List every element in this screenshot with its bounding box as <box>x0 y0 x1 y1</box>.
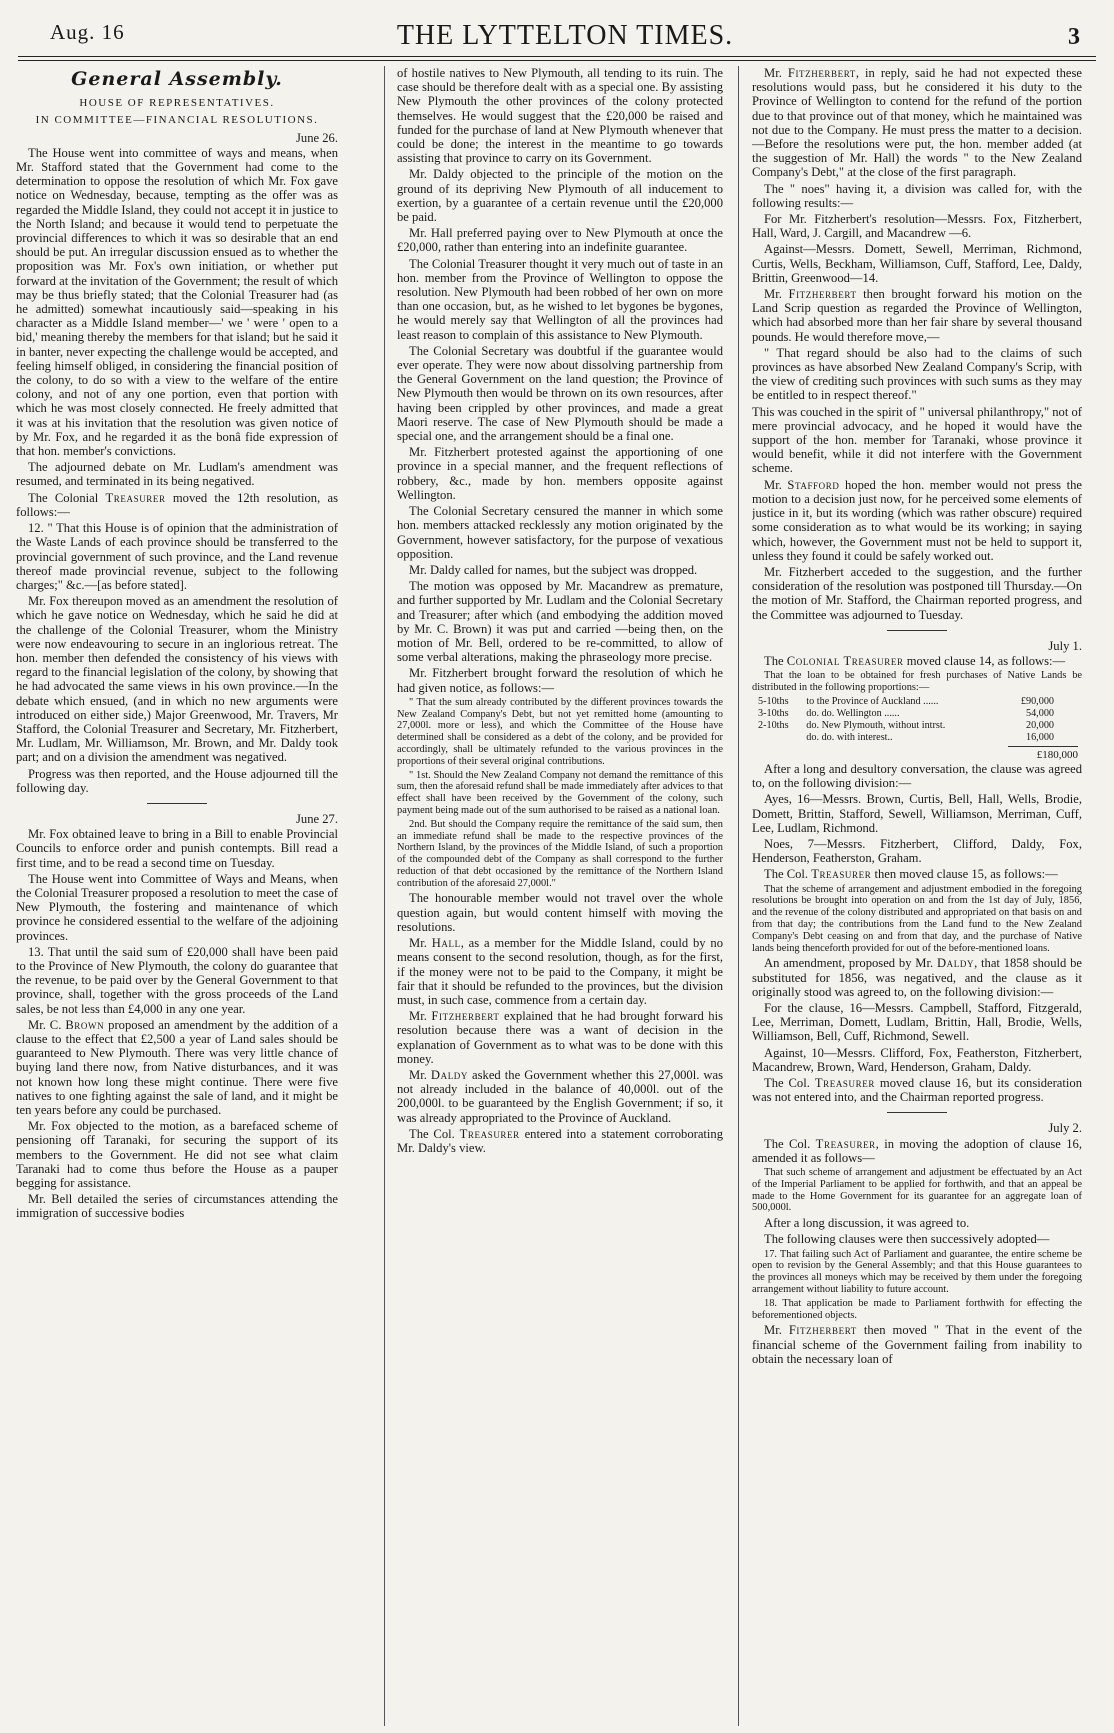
paragraph: The " noes" having it, a division was called for, with the following results:— <box>752 181 1082 210</box>
text: Mr. <box>409 1067 431 1082</box>
text: hoped the hon. member would not press the motion to a decision just now, for he perceived some elements of justice in it, but its wording (which was rather obscure) required some consideration as to what would be its working; in saying which, however, the Government must not be held to support it, unless they found it could be safely worked out. <box>752 477 1082 563</box>
name-smallcaps: Hall <box>431 936 461 951</box>
clause-text: 17. That failing such Act of Parliament and guarantee, the entire scheme be open to revision by the General Assembly; and that this House guarantees to the provinces all moneys which may be received by them under the foregoing arrangement without liability to future account. <box>752 1248 1082 1295</box>
paragraph <box>16 1018 338 1117</box>
text: The Col. <box>764 867 812 882</box>
section-heading: General Assembly. <box>71 68 283 90</box>
resolution-quote: " 1st. Should the New Zealand Company not demand the remittance of this sum, then the aforesaid refund shall be made immediately after advices to that effect shall have been received by the Government of the colony, such payment being made out of the sum authorised to be raised as a national loan. <box>397 769 723 816</box>
paragraph <box>752 478 1082 563</box>
text: then moved " That in the event of the financial scheme of the Government failing from inability to obtain the necessary loan of <box>752 1323 1082 1366</box>
paragraph: After a long and desultory conversation, the clause was agreed to, on the following division:— <box>752 761 1082 791</box>
masthead <box>50 20 1080 52</box>
paragraph <box>397 936 723 1007</box>
text: moved the 12th resolution, as follows:— <box>16 490 338 519</box>
paragraph: The honourable member would not travel over the whole question again, but would content himself with moving the resolutions. <box>397 891 723 934</box>
paragraph <box>752 287 1082 344</box>
text: Mr. <box>764 66 788 80</box>
paragraph: The Colonial Secretary was doubtful if the guarantee would ever operate. They were now about dissolving partnership from the General Government on the land question; the Province of New Plymouth then would be thrown on its own resources, after having been crippled by other provinces, and made a great Maori reserve. The case of New Plymouth should be made a special one, and the arrangement should be a final one. <box>397 343 723 444</box>
loan-frac: 3-10ths <box>758 707 789 719</box>
dateline: July 2. <box>1048 1121 1082 1136</box>
paragraph: The adjourned debate on Mr. Ludlam's amendment was resumed, and terminated in its being negatived. <box>16 460 338 489</box>
paragraph: The Colonial Treasurer thought it very much out of taste in an hon. member from the Province of Wellington to oppose the resolution. New Plymouth had been robbed of her own on more than one occasion, but, as he wished to let bygones be bygones, he would merely say that Wellington of all the provinces had least reason to complain of this assistance to New Plymouth. <box>397 256 723 342</box>
text: Mr. <box>764 477 788 492</box>
name-smallcaps: Daldy <box>936 956 975 971</box>
text: then brought forward his motion on the Land Scrip question as regarded the Province of Wellington, which had absorbed more than her fair share by several thousand pounds. He would therefore move,— <box>752 287 1082 344</box>
paragraph: Mr. Hall preferred paying over to New Plymouth at once the £20,000, rather than entering into an indefinite guarantee. <box>397 226 723 255</box>
paragraph: Against—Messrs. Domett, Sewell, Merriman, Richmond, Curtis, Wells, Beckham, Williamson, Cuff, Stafford, Lee, Daldy, Brittin, Greenwood—14. <box>752 242 1082 285</box>
name-smallcaps: Treasurer <box>105 490 166 505</box>
loan-row <box>756 708 1056 720</box>
text: Mr. <box>764 287 789 302</box>
paragraph: Mr. Fox thereupon moved as an amendment the resolution of which he gave notice on Wednesday, which he said he did at the challenge of the Colonial Treasurer, whom the Ministry were now endeavouring to secure in an inglorious retreat. The hon. member then defended the consistency of his views with regard to the financial legislation of the colony, by showing that he had advocated the same views in his own province.—In the debate which ensued, (and in which no new arguments were introduced on either side,) Major Greenwood, Mr. Travers, Mr Stafford, the Colonial Treasurer and Secretary, Mr. Fitzherbert, Mr. Ludlam, Mr. Williamson, Mr. Brown, and Mr. Daldy took part; and on a division the amendment was negatived. <box>16 594 338 765</box>
loan-amt: 20,000 <box>1025 719 1054 731</box>
loan-desc: do. New Plymouth, without intrst. <box>806 719 946 731</box>
paragraph: Progress was then reported, and the House adjourned till the following day. <box>16 766 338 795</box>
loan-desc: do. do. Wellington ...... <box>806 707 900 719</box>
text: The Colonial <box>28 490 106 505</box>
loan-amt: 16,000 <box>1025 731 1054 743</box>
text: , in reply, said he had not expected these resolutions would pass, but he considered it his duty to the Province of Wellington to contend for the refund of the portion due to that province out of that money, which he maintained was not due to the Company. He must press the matter to a decision.—Before the resolutions were put, the hon. member added (at the suggestion of Mr. Hall) the words " to the New Zealand Company's Debt," at the close of the first paragraph. <box>752 66 1082 180</box>
text: , as a member for the Middle Island, could by no means consent to the second resolution, though, as for the first, if the money were not to be paid to the Company, it might be fair that it should be refunded to the provinces, but the division must, in such case, commence from a certain day. <box>397 936 723 1007</box>
column-divider <box>738 66 739 1726</box>
name-smallcaps: Daldy <box>430 1067 468 1082</box>
loan-amt: 54,000 <box>1025 707 1054 719</box>
resolution-text: 13. That until the said sum of £20,000 shall have been paid to the Province of New Plymouth, the colony do guarantee that the revenue, to be paid over by the General Government to that province, shall, together with the gross proceeds of the Land sales, be not less than £4,000 in any one year. <box>16 944 338 1016</box>
name-smallcaps: Treasurer <box>815 1136 876 1151</box>
loan-desc: to the Province of Auckland ...... <box>806 695 939 707</box>
committee-subheading: IN COMMITTEE—FINANCIAL RESOLUTIONS. <box>35 114 319 127</box>
paragraph: Mr. Bell detailed the series of circumstances attending the immigration of successive bodies <box>16 1192 338 1221</box>
issue-date: Aug. 16 <box>50 20 125 44</box>
name-smallcaps: Brown <box>65 1017 105 1032</box>
loan-desc: do. do. with interest.. <box>806 731 893 743</box>
house-subheading: HOUSE OF REPRESENTATIVES. <box>79 97 275 110</box>
paragraph: This was couched in the spirit of " universal philanthropy," not of mere provincial advocacy, and he hoped it would have the support of the hon. member for Taranaki, whose province it would benefit, while it did not interfere with the Government scheme. <box>752 404 1082 476</box>
loan-frac: 5-10ths <box>758 695 789 707</box>
resolution-quote: " That the sum already contributed by the different provinces towards the New Zealand Company's Debt, but not yet remitted home (amounting to 27,000l. more or less), and which the Committee of the House have determined shall be considered as a debt of the colony, and be provided for accordingly, shall be ultimately refunded to the various provinces in the proportions of their several original contributions. <box>397 696 723 767</box>
text: explained that he had brought forward his resolution because there was a want of decision in the explanation of Government as to what was to be done with this money. <box>397 1009 723 1066</box>
resolution-quote: 2nd. But should the Company require the remittance of the said sum, then an immediate refund shall be made to the respective provinces of the Northern Island, by the provinces of the Middle Island, of such a proportion of the compounded debt of the Company as shall correspond to the further reduction of that debt occasioned by the remittance of the Northern Island contribution of the aforesaid 27,000l." <box>397 818 723 889</box>
clause-text: That such scheme of arrangement and adjustment be effectuated by an Act of the Imperial Parliament to be applied for forthwith, and that an appeal be made to the Home Government for its guarantee for an aggregate loan of 500,000l. <box>752 1166 1082 1214</box>
loan-amt: £90,000 <box>1020 695 1054 707</box>
text: The Col. <box>764 1075 815 1090</box>
loan-table <box>756 696 1056 744</box>
paragraph: The following clauses were then successively adopted— <box>764 1232 1050 1247</box>
column-1 <box>16 66 338 1726</box>
text: Mr. <box>409 936 432 951</box>
paragraph: Mr. Fitzherbert protested against the apportioning of one province in a special manner, and the frequent reflections of robbery, &c., made by hon. members opposite against Wellington. <box>397 445 723 502</box>
loan-row <box>756 732 1056 744</box>
paragraph: Mr. Fox obtained leave to bring in a Bill to enable Provincial Councils to enforce order and punish contempts. Bill read a first time, and to be read a second time on Tuesday. <box>16 827 338 870</box>
resolution-text: 12. " That this House is of opinion that the administration of the Waste Lands of each province should be transferred to the provincial government of such province, and the Land revenue thereof made provincial revenue, subject to the following charges;" &c.—[as before stated]. <box>16 521 338 592</box>
text: Mr. <box>409 1009 432 1024</box>
dateline: June 27. <box>296 811 338 826</box>
column-3 <box>752 66 1082 1726</box>
text: proposed an amendment by the addition of a clause to the effect that £2,500 a year of Land sales should be guaranteed to New Plymouth. There was very little chance of buying land there now, from Native disturbances, and it was not known how long these might continue. There were five natives to one fighting against the sale of land, and it might be ten years before any could be purchased. <box>16 1017 338 1118</box>
text: moved clause 16, but its consideration was not entered into, and the Chairman reported progress. <box>752 1075 1082 1105</box>
text: The Col. <box>764 1136 816 1151</box>
loan-frac: 2-10ths <box>758 719 789 731</box>
paragraph <box>752 867 1082 881</box>
loan-frac <box>756 732 804 744</box>
name-smallcaps: Treasurer <box>811 867 872 882</box>
text: entered into a statement corroborating Mr. Daldy's view. <box>397 1126 723 1155</box>
paragraph <box>752 1137 1082 1165</box>
name-smallcaps: Fitzherbert <box>788 287 857 302</box>
loan-intro: That the loan to be obtained for fresh purchases of Native Lands be distributed in the following proportions:— <box>752 670 1082 693</box>
text: An amendment, proposed by Mr. <box>764 956 937 971</box>
dateline: June 26. <box>296 130 338 145</box>
resolution-quote: " That regard should be also had to the claims of such provinces as have absorbed New Zealand Company's Scrip, with the view of crediting such provinces with such sums as they may be entitled to in respect thereof." <box>752 345 1082 403</box>
paragraph <box>752 956 1082 999</box>
column-divider <box>384 66 385 1726</box>
loan-row <box>756 720 1056 732</box>
dateline: July 1. <box>1048 638 1082 653</box>
text: The <box>764 653 787 668</box>
paragraph: After a long discussion, it was agreed to. <box>764 1216 970 1231</box>
name-smallcaps: Fitzherbert <box>787 66 856 80</box>
division-against: Against, 10—Messrs. Clifford, Fox, Featherston, Fitzherbert, Macandrew, Brown, Ward, Henderson, Graham, Daldy. <box>752 1045 1082 1074</box>
name-smallcaps: Colonial Treasurer <box>786 653 904 668</box>
text: Mr. <box>764 1323 789 1338</box>
paragraph <box>16 491 338 519</box>
name-smallcaps: Treasurer <box>814 1075 875 1090</box>
division-for: For the clause, 16—Messrs. Campbell, Stafford, Fitzgerald, Lee, Merriman, Domett, Ludlam, Brittin, Hall, Brodie, Wells, Williamson, Bell, Cuff, Richmond, Sewell. <box>752 1000 1082 1044</box>
paragraph: Mr. Fox objected to the motion, as a barefaced scheme of pensioning off Taranaki, for securing the support of its members to the Government. He did not see what claim Taranaki had to come thus before the House as a pauper begging for assistance. <box>16 1119 338 1191</box>
text: moved clause 14, as follows:— <box>903 653 1066 668</box>
name-smallcaps: Stafford <box>787 477 840 492</box>
header-rule <box>18 56 1096 57</box>
text: The Col. <box>409 1126 460 1141</box>
text: then moved clause 15, as follows:— <box>871 867 1058 882</box>
name-smallcaps: Treasurer <box>459 1126 520 1141</box>
text: asked the Government whether this 27,000l. was not already included in the balance of 40,000l. out of the 200,000l. to be guaranteed by the English Government; if so, it was already appropriated to the Province of Auckland. <box>397 1067 723 1125</box>
division-noes: Noes, 7—Messrs. Fitzherbert, Clifford, Daldy, Fox, Henderson, Featherston, Graham. <box>752 836 1082 866</box>
paragraph: Mr. Daldy objected to the principle of the motion on the ground of its depriving New Plymouth of all inducement to exertion, by a guarantee of a certain revenue until the £20,000 be paid. <box>397 167 723 225</box>
paragraph <box>397 1068 723 1125</box>
text: Mr. C. <box>28 1017 66 1032</box>
clause-text: 18. That application be made to Parliament forthwith for effecting the beforementioned objects. <box>752 1297 1082 1321</box>
column-2 <box>397 66 723 1726</box>
paragraph: For Mr. Fitzherbert's resolution—Messrs. Fox, Fitzherbert, Hall, Ward, J. Cargill, and Macandrew —6. <box>752 212 1082 241</box>
text: , in moving the adoption of clause 16, amended it as follows— <box>752 1136 1082 1165</box>
paragraph <box>397 1127 723 1155</box>
page-number: 3 <box>1068 24 1080 50</box>
paragraph: The Colonial Secretary censured the manner in which some hon. members attacked recklessly any motion originated by the Government, however satisfactory, for the purpose of vexatious opposition. <box>397 504 723 561</box>
loan-total: £180,000 <box>1008 746 1078 762</box>
paragraph: Mr. Fitzherbert acceded to the suggestion, and the further consideration of the resolution was postponed till Thursday.—On the motion of Mr. Stafford, the Chairman reported progress, and the Committee was adjourned to Tuesday. <box>752 564 1082 622</box>
paragraph: of hostile natives to New Plymouth, all tending to its ruin. The case should be therefore dealt with as a special one. By assisting New Plymouth the other provinces of the colony protected themselves. He would suggest that the £20,000 be raised and funded for the purchase of land at New Plymouth whenever that could be done; the interest in the meantime to go towards assisting that province to carry on its Government. <box>397 66 723 166</box>
section-separator <box>887 1112 947 1113</box>
paragraph: The motion was opposed by Mr. Macandrew as premature, and further supported by Mr. Ludlam and the Colonial Secretary and Treasurer; after which (and embodying the addition moved by Mr. C. Brown) it was put and carried —being then, on the motion of Mr. Bell, ordered to be re-committed, to allow of some verbal alterations, making the phraseology more precise. <box>397 579 723 665</box>
name-smallcaps: Fitzherbert <box>431 1009 500 1024</box>
paragraph <box>752 1323 1082 1366</box>
paragraph: The House went into committee of ways and means, when Mr. Stafford stated that the Government had come to the determination to oppose the resolution of which Mr. Fox gave notice on Wednesday, because, tempting as the offer was as regarded the Middle Island, they could not accept it in justice to the North Island; and because it would tend to perpetuate the provincial differences to which it was so desirable that an end should be put. An irregular discussion ensued as to whether the proposition was Mr. Fox's own initiation, or whether put forward at the invitation of the Government; the result of which may be thus briefly stated; that the Colonial Treasurer had (as he admitted) somewhat incautiously said—speaking in his character as a Middle Island member—' we ' were ' open to a bid,' meaning thereby the members for that island; but he said it in banter, never expecting the challenge would be accepted, and feeling himself obliged, in considering the financial position of the colony, to do so with a view to the welfare of the entire colony, and not of any one portion, even that portion with which he was most closely connected. He freely admitted that it was at his invitation that the resolution was given notice of by Mr. Fox, and he regarded it as the bonâ fide expression of that hon. member's convictions. <box>16 145 338 459</box>
section-separator <box>887 630 947 631</box>
name-smallcaps: Fitzherbert <box>788 1323 857 1338</box>
division-ayes: Ayes, 16—Messrs. Brown, Curtis, Bell, Hall, Wells, Brodie, Domett, Brittin, Stafford, Sewell, Williamson, Merriman, Cuff, Lee, Ludlam, Richmond. <box>752 792 1082 835</box>
text: , that 1858 should be substituted for 1856, was negatived, and the clause as it originally stood was agreed to, on the following division:— <box>752 956 1082 999</box>
paragraph <box>752 1076 1082 1104</box>
paragraph: Mr. Daldy called for names, but the subject was dropped. <box>409 562 698 577</box>
loan-row <box>756 696 1056 708</box>
section-separator <box>147 803 207 804</box>
paragraph <box>752 654 1082 668</box>
clause-text: That the scheme of arrangement and adjustment embodied in the foregoing resolutions be brought into operation on and from the 1st day of July, 1856, and the revenue of the colony distributed and appropriated on that basis on and from that day; the contributions from the Land fund to the New Zealand Company's Debt ceasing on and from that day, and the purchase of Native lands being thenceforth provided for out of the before-mentioned loans. <box>752 883 1082 954</box>
paragraph <box>752 66 1082 180</box>
paragraph <box>397 1009 723 1066</box>
paragraph: The House went into Committee of Ways and Means, when the Colonial Treasurer proposed a resolution to meet the case of New Plymouth, the fostering and maintenance of which province he considered essential to the welfare of the adjoining provinces. <box>16 871 338 943</box>
header-rule-double <box>18 60 1096 61</box>
paragraph: Mr. Fitzherbert brought forward the resolution of which he had given notice, as follows:— <box>397 666 723 695</box>
newspaper-title: THE LYTTELTON TIMES. <box>396 20 734 51</box>
